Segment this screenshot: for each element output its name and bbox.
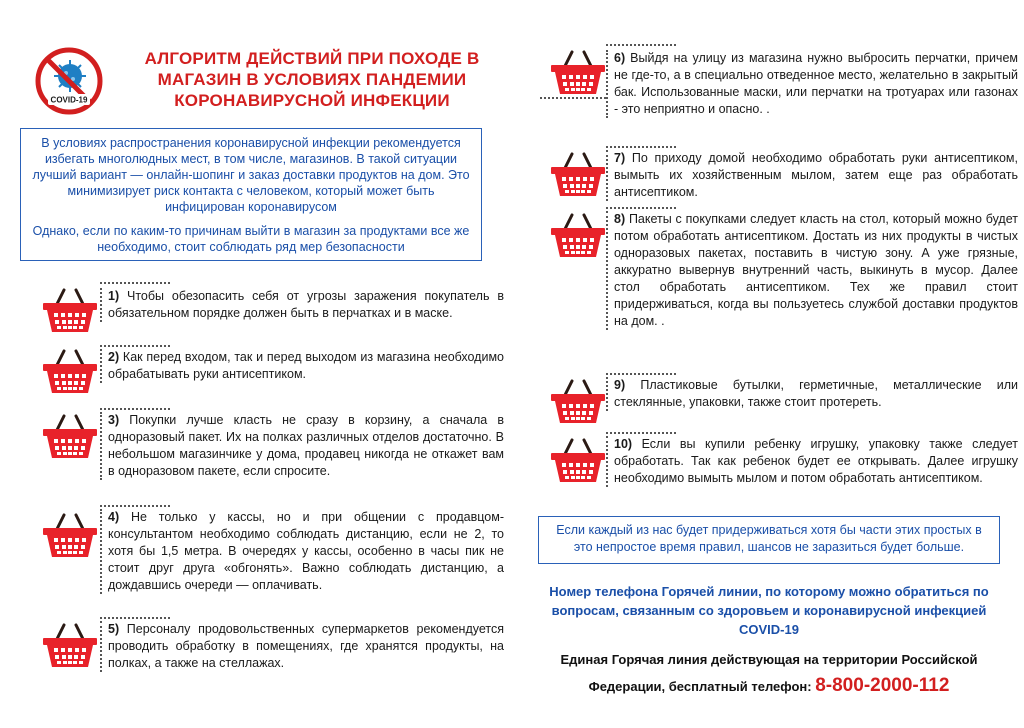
step-number: 8): [614, 212, 626, 226]
advice-text: Если каждый из нас будет придерживаться хотя бы части этих простых в это непростое время правил, шансов не заразиться будет больше.: [556, 523, 982, 554]
basket-icon: [42, 349, 98, 395]
hotline-info: Номер телефона Горячей линии, по которому можно обратиться по вопросам, связанным со здоровьем и коронавирусной инфекцией COVID-19: [549, 584, 989, 637]
basket-icon: [550, 152, 606, 198]
basket-icon: [42, 513, 98, 559]
basket-icon: [42, 414, 98, 460]
basket-icon: [550, 50, 606, 96]
step-text: Покупки лучше класть не сразу в корзину, а сначала в одноразовый пакет. Их на полках различных отделов достаточно. В небольшом магазинчике у дома, продавец никогда не откажет вам в одноразовом пакете, если спросите.: [108, 413, 504, 478]
logo-label: COVID-19: [50, 95, 88, 105]
federal-hotline-line-1: Единая Горячая линия действующая на территории Российской: [560, 652, 978, 667]
step-number: 6): [614, 51, 626, 65]
page-title: [112, 48, 512, 111]
step-text: Пластиковые бутылки, герметичные, металлические или стеклянные, упаковки, также стоит протереть.: [614, 378, 1018, 409]
intro-paragraph-2: Однако, если по каким-то причинам выйти в магазин за продуктами все же необходимо, стоит соблюдать ряд мер безопасности: [32, 224, 470, 254]
step-text: Не только у кассы, но и при общении с продавцом-консультантом необходимо соблюдать дистанцию, если не 2, то хотя бы 1,5 метра. В очередях у кассы, особенно в часы пик не стоит друг друга «обгонять». Важно соблюдать дистанцию, а дождавшись очереди — оплачивать.: [108, 510, 504, 592]
federal-hotline-line-2: [530, 674, 1008, 699]
step-text: Выйдя на улицу из магазина нужно выбросить перчатки, причем не где-то, а в специально отведенное место, желательно в закрытый бак. Использованные маски, или перчатки на тротуарах или газонах - это неприятно и опасно. .: [614, 51, 1018, 116]
title-line-3: КОРОНАВИРУСНОЙ ИНФЕКЦИИ: [174, 91, 450, 110]
title-line-2: МАГАЗИН В УСЛОВИЯХ ПАНДЕМИИ: [157, 70, 467, 89]
advice-box: [538, 516, 1000, 564]
step-text: Чтобы обезопасить себя от угрозы заражения покупатель в обязательном порядке должен быть в перчатках и в маске.: [108, 289, 504, 320]
step-number: 4): [108, 510, 120, 524]
covid-stop-logo: [34, 46, 104, 116]
basket-icon: [42, 623, 98, 669]
federal-hotline-label: Федерации, бесплатный телефон:: [588, 679, 816, 694]
hotline-phone-number: 8-800-2000-112: [815, 675, 950, 696]
title-line-1: АЛГОРИТМ ДЕЙСТВИЙ ПРИ ПОХОДЕ В: [144, 49, 480, 68]
step-number: 1): [108, 289, 120, 303]
basket-icon: [42, 288, 98, 334]
step-number: 5): [108, 622, 120, 636]
step-text: Если вы купили ребенку игрушку, упаковку также следует обработать. Так как ребенок будет ее открывать. Далее игрушку необходимо вымыть мылом и потом обработать антисептиком.: [614, 437, 1018, 485]
step-text: Персоналу продовольственных супермаркетов рекомендуется проводить обработку в помещениях, где хранятся продукты, на полках, а также на стеллажах.: [108, 622, 504, 670]
intro-paragraph-1: В условиях распространения коронавирусной инфекции рекомендуется избегать многолюдных мест, в том числе, магазинов. В такой ситуации лучший вариант — онлайн-шопинг и заказ доставки продуктов на дом. Это минимизирует риск контакта с человеком, который может быть инфицирован коронавирусом: [32, 136, 470, 214]
step-number: 10): [614, 437, 633, 451]
basket-icon: [550, 438, 606, 484]
step-text: По приходу домой необходимо обработать руки антисептиком, вымыть их хозяйственным мылом, затем еще раз обработать антисептиком.: [614, 151, 1018, 199]
basket-icon: [550, 213, 606, 259]
step-number: 2): [108, 350, 120, 364]
step-text: Пакеты с покупками следует класть на стол, который можно будет потом обработать антисептиком. Достать из них продукты в чистых одноразовых пакетах, поставить в чистую зону. А уже грязные, аккуратно вывернув внутренний часть, выкинуть в мусор. Далее стол обработать антисептиком. Тех же правил стоит придерживаться, когда вы пользуетесь службой доставки продуктов на дом. .: [614, 212, 1018, 328]
intro-box: [20, 128, 482, 261]
step-number: 9): [614, 378, 626, 392]
step-number: 7): [614, 151, 626, 165]
step-text: Как перед входом, так и перед выходом из магазина необходимо обрабатывать руки антисептиком.: [108, 350, 504, 381]
basket-icon: [550, 379, 606, 425]
step-number: 3): [108, 413, 120, 427]
